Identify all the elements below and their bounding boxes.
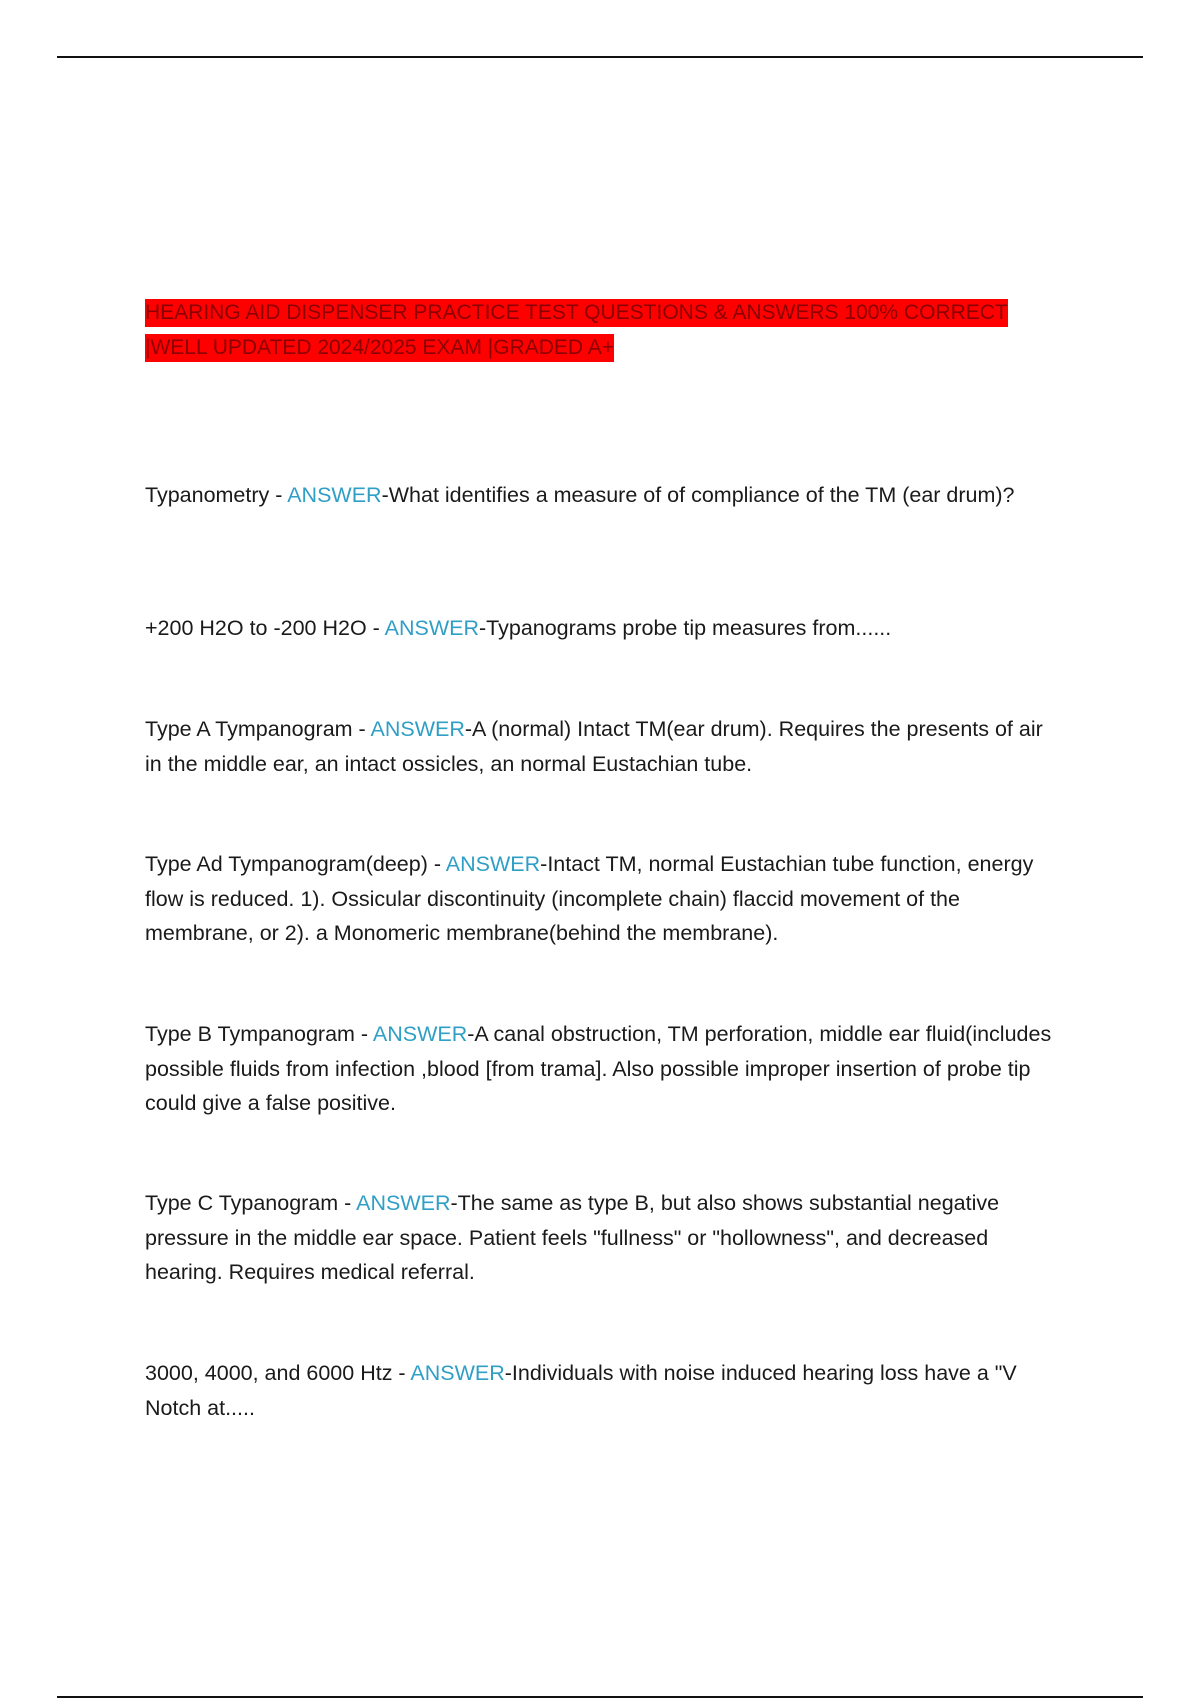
answer-tag: ANSWER xyxy=(287,483,382,507)
qa-definition: -A canal obstruction, TM perforation, middle ear fluid(includes possible fluids from infection ,blood [from trama]. Also possible improper insertion of probe tip could give a false positive. xyxy=(145,1022,1052,1115)
answer-tag: ANSWER xyxy=(370,717,465,741)
qa-term: +200 H2O to -200 H2O - xyxy=(145,616,385,640)
qa-term: Type B Tympanogram - xyxy=(145,1022,373,1046)
answer-tag: ANSWER xyxy=(410,1361,505,1385)
qa-item-type-b xyxy=(145,1017,1065,1121)
qa-definition: -Individuals with noise induced hearing loss have a "V Notch at..... xyxy=(145,1361,1017,1420)
qa-item-type-a xyxy=(145,712,1065,781)
qa-term: Type C Typanogram - xyxy=(145,1191,357,1215)
qa-definition: -Intact TM, normal Eustachian tube function, energy flow is reduced. 1). Ossicular discontinuity (incomplete chain) flaccid movement of the membrane, or 2). a Monomeric membrane(behind the membrane). xyxy=(145,852,1034,945)
title-line-2: |WELL UPDATED 2024/2025 EXAM |GRADED A+ xyxy=(145,334,614,362)
qa-term: Type A Tympanogram - xyxy=(145,717,371,741)
title-line-1: HEARING AID DISPENSER PRACTICE TEST QUESTIONS & ANSWERS 100% CORRECT xyxy=(145,299,1008,327)
qa-definition: -Typanograms probe tip measures from...... xyxy=(479,616,892,640)
document-title xyxy=(145,296,1045,365)
answer-tag: ANSWER xyxy=(445,852,541,876)
qa-item-probe-range xyxy=(145,611,1065,646)
footer-rule xyxy=(57,1696,1143,1698)
qa-definition: -What identifies a measure of of compliance of the TM (ear drum)? xyxy=(381,483,1015,507)
header-rule xyxy=(57,56,1143,58)
answer-tag: ANSWER xyxy=(384,616,479,640)
answer-tag: ANSWER xyxy=(356,1191,451,1215)
qa-item-v-notch xyxy=(145,1356,1065,1425)
qa-definition: -A (normal) Intact TM(ear drum). Requires the presents of air in the middle ear, an intact ossicles, an normal Eustachian tube. xyxy=(145,717,1043,776)
qa-term: Typanometry - xyxy=(145,483,288,507)
qa-item-type-c xyxy=(145,1186,1065,1290)
qa-term: 3000, 4000, and 6000 Htz - xyxy=(145,1361,411,1385)
qa-term: Type Ad Tympanogram(deep) - xyxy=(145,852,446,876)
qa-item-typanometry xyxy=(145,478,1065,513)
qa-item-type-ad xyxy=(145,847,1065,951)
answer-tag: ANSWER xyxy=(372,1022,468,1046)
qa-definition: -The same as type B, but also shows substantial negative pressure in the middle ear space. Patient feels "fullness" or "hollowness", and decreased hearing. Requires medical referral. xyxy=(145,1191,1000,1284)
